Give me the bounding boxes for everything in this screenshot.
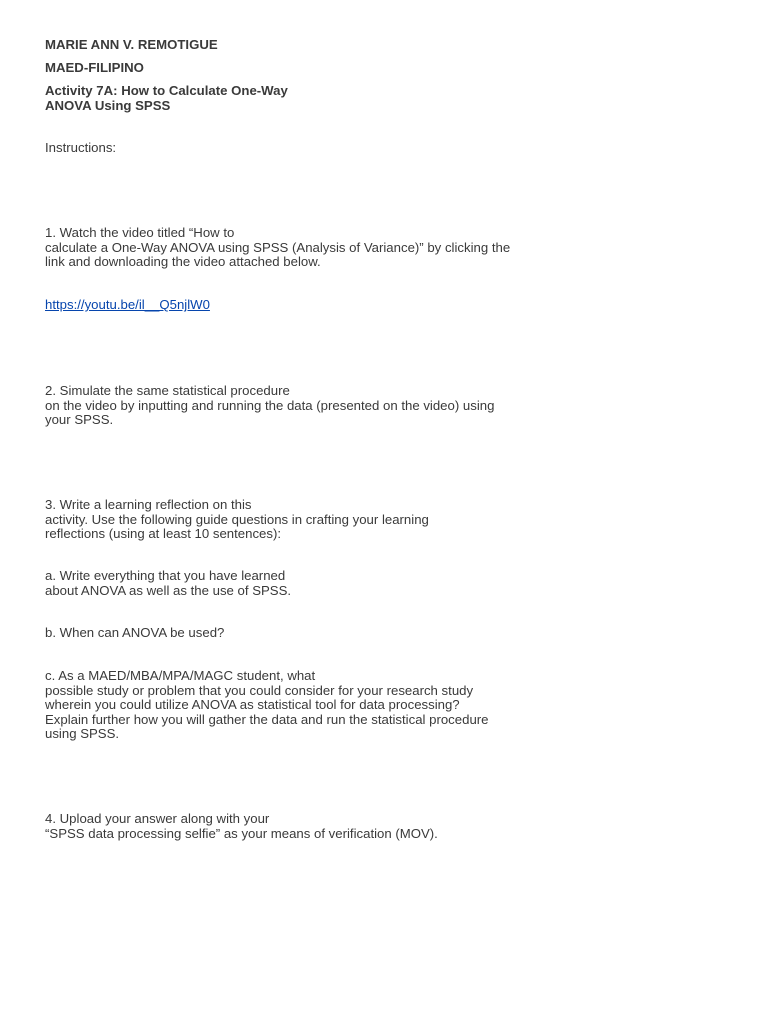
program-name: MAED-FILIPINO — [45, 60, 144, 75]
item3-line3: reflections (using at least 10 sentences): — [45, 526, 282, 541]
item3-line1: 3. Write a learning reflection on this — [45, 497, 252, 512]
activity-title-line1: Activity 7A: How to Calculate One-Way — [45, 83, 288, 98]
program-block — [45, 61, 144, 76]
item3a-line2: about ANOVA as well as the use of SPSS. — [45, 582, 292, 598]
instruction-item-4 — [45, 812, 438, 841]
item1-line1: 1. Watch the video titled “How to — [45, 225, 235, 240]
item3c-line4: Explain further how you will gather the data and run the statistical procedure — [45, 711, 489, 727]
item4-line1: 4. Upload your answer along with your — [45, 811, 270, 826]
item3c-line2: possible study or problem that you could consider for your research study — [45, 682, 474, 698]
item3c-line1: c. As a MAED/MBA/MPA/MAGC student, what — [45, 668, 316, 683]
item3-line2: activity. Use the following guide questions in crafting your learning — [45, 511, 429, 527]
instructions-label: Instructions: — [45, 140, 117, 155]
instruction-item-3 — [45, 498, 429, 542]
guide-question-c — [45, 669, 489, 742]
item2-line1: 2. Simulate the same statistical procedure — [45, 383, 290, 398]
header-block — [45, 38, 218, 53]
video-link-block — [45, 298, 210, 313]
instructions-heading — [45, 141, 116, 156]
activity-title — [45, 84, 288, 113]
instruction-item-1 — [45, 226, 510, 270]
instruction-item-2 — [45, 384, 494, 428]
item1-line2: calculate a One-Way ANOVA using SPSS (Analysis of Variance)” by clicking the — [45, 239, 511, 255]
item3b-line1: b. When can ANOVA be used? — [45, 625, 225, 640]
guide-question-b — [45, 626, 224, 641]
guide-question-a — [45, 569, 291, 598]
item2-line3: your SPSS. — [45, 412, 114, 427]
video-link[interactable]: https://youtu.be/il__Q5njlW0 — [45, 297, 210, 312]
activity-title-line2: ANOVA Using SPSS — [45, 97, 171, 113]
item1-line3: link and downloading the video attached below. — [45, 254, 321, 269]
item3c-line5: using SPSS. — [45, 726, 120, 741]
item3c-line3: wherein you could utilize ANOVA as statistical tool for data processing? — [45, 697, 460, 712]
item2-line2: on the video by inputting and running the data (presented on the video) using — [45, 397, 495, 413]
item3a-line1: a. Write everything that you have learned — [45, 568, 286, 583]
author-name: MARIE ANN V. REMOTIGUE — [45, 37, 218, 52]
item4-line2: “SPSS data processing selfie” as your means of verification (MOV). — [45, 825, 438, 841]
